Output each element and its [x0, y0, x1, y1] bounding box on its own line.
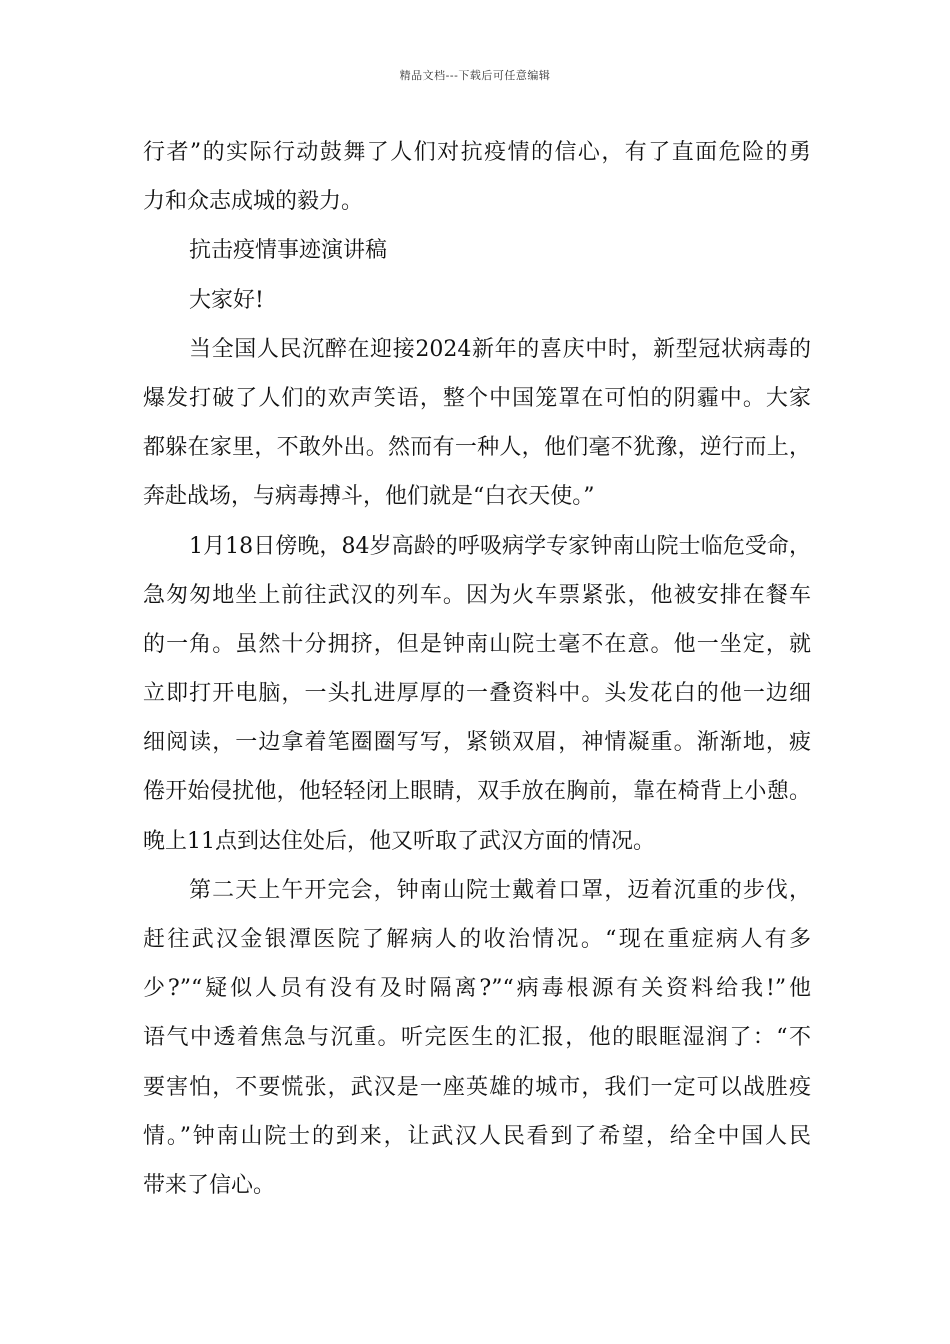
text-line: 抗击疫情事迹演讲稿: [189, 238, 388, 264]
text-line: 奔赴战场，与病毒搏斗，他们就是“白衣天使。”: [143, 484, 595, 510]
text-line: 1月18日傍晚，84岁高龄的呼吸病学专家钟南山院士临危受命，: [189, 533, 811, 559]
text-line: 的一角。虽然十分拥挤，但是钟南山院士毫不在意。他一坐定，就: [143, 631, 811, 657]
text-line: 都躲在家里，不敢外出。然而有一种人，他们毫不犹豫，逆行而上，: [143, 435, 811, 461]
text-line: 情。”钟南山院士的到来，让武汉人民看到了希望，给全中国人民: [143, 1123, 811, 1149]
section-title: [143, 226, 811, 275]
text-line: 行者”的实际行动鼓舞了人们对抗疫情的信心，有了直面危险的勇: [143, 140, 811, 165]
paragraph: [143, 522, 811, 866]
text-line: 细阅读，一边拿着笔圈圈写写，紧锁双眉，神情凝重。渐渐地，疲: [143, 730, 811, 756]
text-line: 带来了信心。: [143, 1172, 276, 1198]
text-line: 力和众志成城的毅力。: [143, 189, 364, 215]
text-line: 第二天上午开完会，钟南山院士戴着口罩，迈着沉重的步伐，: [189, 877, 811, 903]
paragraph: [143, 128, 811, 226]
text-line: 赶往武汉金银潭医院了解病人的收治情况。“现在重症病人有多: [143, 927, 811, 952]
text-line: 要害怕，不要慌张，武汉是一座英雄的城市，我们一定可以战胜疫: [143, 1074, 811, 1100]
text-line: 爆发打破了人们的欢声笑语，整个中国笼罩在可怕的阴霾中。大家: [143, 385, 811, 411]
text-line: 急匆匆地坐上前往武汉的列车。因为火车票紧张，他被安排在餐车: [143, 582, 811, 608]
greeting: [143, 276, 811, 325]
text-line: 晚上11点到达住处后，他又听取了武汉方面的情况。: [143, 828, 655, 854]
paragraph: [143, 866, 811, 1210]
text-line: 大家好!: [189, 287, 264, 313]
text-line: 语气中透着焦急与沉重。听完医生的汇报，他的眼眶湿润了：“不: [143, 1025, 811, 1051]
paragraph: [143, 325, 811, 522]
text-line: 当全国人民沉醉在迎接2024新年的喜庆中时，新型冠状病毒的: [189, 336, 811, 362]
text-line: 立即打开电脑，一头扎进厚厚的一叠资料中。头发花白的他一边细: [143, 681, 811, 707]
text-line: 少?”“疑似人员有没有及时隔离?”“病毒根源有关资料给我!”他: [143, 976, 811, 1002]
document-body: [143, 128, 811, 1210]
page-header: 精品文档---下载后可任意编辑: [399, 69, 551, 82]
text-line: 倦开始侵扰他，他轻轻闭上眼睛，双手放在胸前，靠在椅背上小憩。: [143, 779, 811, 805]
